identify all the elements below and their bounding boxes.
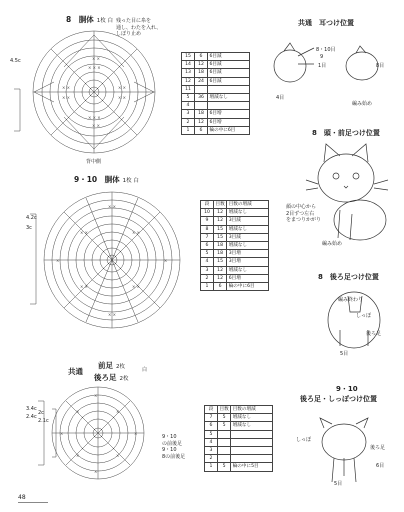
svg-text:× ×: × × [118, 95, 126, 100]
table-row [205, 438, 273, 446]
table-row [182, 118, 250, 126]
table-row [182, 110, 250, 118]
section3-label-d: 2.1c [38, 418, 49, 424]
table-cell-num: 12 [214, 209, 227, 217]
section2-title: 9・10 胴体 1枚 白 [74, 175, 139, 184]
table-row [205, 414, 273, 422]
svg-text:× × ×: × × × [88, 115, 101, 120]
table-row [201, 258, 269, 266]
table-cell-num: 12 [195, 61, 208, 69]
right-title-tail-b: 後ろ足・しっぽつけ位置 [300, 395, 377, 403]
table-cell-text: 輪の中に6目 [227, 282, 269, 290]
svg-text:× ×: × × [62, 85, 70, 90]
svg-text:×: × [94, 393, 98, 398]
table-cell-dan: 14 [182, 61, 195, 69]
table-cell-text: 6目増 [208, 110, 250, 118]
section3-title: 共通 [68, 367, 83, 376]
svg-text:×: × [164, 258, 168, 263]
table-cell-text: 増減なし [227, 225, 269, 233]
table-cell-text: 輪の中に6目 [208, 126, 250, 134]
table-row [201, 266, 269, 274]
table-cell-dan: 8 [201, 225, 214, 233]
ear-label-3: 1目 [318, 63, 327, 69]
table-cell-dan: 3 [205, 446, 218, 454]
table-cell-text: 増減なし [231, 414, 273, 422]
table-cell-text: 6目減 [208, 77, 250, 85]
tail-label-4: 5目 [334, 481, 343, 487]
svg-text:×: × [134, 431, 138, 436]
tail-label-2: 後ろ足 [370, 445, 386, 451]
table-cell-text: 6目増 [227, 274, 269, 282]
table-cell-text: 3目増 [227, 258, 269, 266]
table-cell-num: 24 [195, 77, 208, 85]
section3-side-note: 9・10 の前後足 9・10 8の前後足 [162, 434, 186, 460]
section2-row-table [200, 200, 269, 291]
kitten-diagram [300, 140, 400, 250]
table-row [182, 126, 250, 134]
svg-text:× × ×: × × × [88, 65, 101, 70]
table-row [205, 455, 273, 463]
svg-text:×: × [76, 409, 80, 414]
table-cell-dan: 12 [182, 77, 195, 85]
svg-text:×: × [116, 453, 120, 458]
table-cell-dan: 3 [182, 110, 195, 118]
table-row [182, 85, 250, 93]
svg-text:×: × [56, 258, 60, 263]
right-title-head: 8 頭・前足つけ位置 [312, 129, 380, 137]
table-cell-num: 12 [214, 274, 227, 282]
section3-line1: 前足 2枚 [98, 361, 125, 370]
table-cell-text: 輪の中に5目 [231, 463, 273, 471]
table-cell-num: 18 [214, 241, 227, 249]
svg-text:× ×: × × [118, 85, 126, 90]
section2-label-a: 4.2c [26, 215, 37, 221]
table-cell-text: 増減なし [227, 209, 269, 217]
table-cell-text [231, 438, 273, 446]
head-note: 顔の中心から 2目ずつ左右 をまつりかがり [286, 204, 322, 223]
svg-text:× ×: × × [108, 204, 116, 209]
table-cell-dan: 7 [205, 414, 218, 422]
table-cell-dan: 2 [182, 118, 195, 126]
table-row [205, 463, 273, 471]
table-cell-dan: 15 [182, 53, 195, 61]
backleg-label-1: 編み終わり [338, 297, 364, 303]
table-cell-num [218, 446, 231, 454]
table-cell-dan: 5 [205, 430, 218, 438]
footer-divider [18, 502, 48, 503]
table-cell-text [231, 455, 273, 463]
table-cell-text: 6目減 [208, 53, 250, 61]
table-row [182, 69, 250, 77]
table-cell-num: 15 [214, 233, 227, 241]
table-row [182, 77, 250, 85]
tail-label-1: しっぽ [296, 437, 312, 443]
table-cell-num: 5 [218, 422, 231, 430]
section3-stitch-chart [48, 383, 158, 493]
section3-label-c: 2c [38, 410, 44, 416]
table-cell-num: 6 [195, 126, 208, 134]
section1-row-table [181, 52, 250, 135]
table-row [201, 241, 269, 249]
table-cell-num [218, 430, 231, 438]
section2-stitch-chart [36, 184, 196, 344]
table-cell-dan: 5 [201, 250, 214, 258]
table-cell-num: 5 [218, 463, 231, 471]
table-cell-num: 6 [214, 282, 227, 290]
table-cell-dan: 7 [201, 233, 214, 241]
table-row [201, 282, 269, 290]
table-cell-text: 増減なし [208, 93, 250, 101]
right-title-tail-a: 9・10 [336, 385, 358, 393]
table-cell-text [208, 102, 250, 110]
svg-text:× ×: × × [132, 230, 140, 235]
section3-color: 白 [142, 367, 148, 373]
section3-label-b: 2.4c [26, 414, 37, 420]
section1-stitch-chart [14, 27, 174, 187]
table-row [201, 250, 269, 258]
ear-label-6: 編み始め [352, 101, 373, 107]
section1-bottom-label: 背中側 [86, 159, 102, 165]
svg-text:× ×: × × [92, 56, 100, 61]
page-number: 48 [18, 494, 26, 501]
table-cell-text [231, 430, 273, 438]
svg-text:× ×: × × [80, 284, 88, 289]
svg-text:×: × [76, 453, 80, 458]
table-cell-dan: 4 [182, 102, 195, 110]
table-cell-num [195, 102, 208, 110]
ear-label-5: 8目 [376, 63, 385, 69]
svg-text:× ×: × × [92, 123, 100, 128]
table-cell-text [231, 446, 273, 454]
table-cell-num: 18 [195, 110, 208, 118]
table-cell-dan: 9 [201, 217, 214, 225]
table-cell-dan: 4 [201, 258, 214, 266]
section3-line2: 後ろ足 2枚 [94, 373, 129, 382]
table-cell-text: 3目減 [227, 233, 269, 241]
svg-text:× ×: × × [108, 312, 116, 317]
head-label-start: 編み始め [322, 241, 343, 247]
section1-title: 8 胴体 1枚 白 [66, 15, 113, 24]
backleg-label-2: しっぽ [356, 313, 372, 319]
tail-label-3: 6目 [376, 463, 385, 469]
table-cell-dan: 1 [201, 282, 214, 290]
table-cell-num [218, 455, 231, 463]
table-row [205, 446, 273, 454]
table-cell-text: 増減なし [227, 266, 269, 274]
table-cell-num [195, 85, 208, 93]
table-cell-num: 18 [214, 250, 227, 258]
table-cell-text: 3目増 [227, 250, 269, 258]
table-cell-dan: 11 [182, 85, 195, 93]
table-cell-dan: 13 [182, 69, 195, 77]
table-cell-dan: 1 [205, 463, 218, 471]
table-cell-dan: 4 [205, 438, 218, 446]
table-cell-num: 12 [214, 217, 227, 225]
backleg-label-3: 後ろ足 [366, 331, 382, 337]
svg-text:× ×: × × [62, 95, 70, 100]
table-cell-dan: 2 [201, 274, 214, 282]
table-row [182, 53, 250, 61]
table-cell-text: 増減なし [227, 241, 269, 249]
svg-text:×: × [60, 431, 64, 436]
svg-text:×: × [116, 409, 120, 414]
table-cell-text: 6目増 [208, 118, 250, 126]
table-row [201, 233, 269, 241]
svg-text:× ×: × × [132, 284, 140, 289]
table-cell-text: 6目減 [208, 69, 250, 77]
table-cell-num: 12 [195, 118, 208, 126]
table-row [182, 61, 250, 69]
table-header-row: 段 目数 目数の増減 [201, 201, 269, 209]
table-row [205, 422, 273, 430]
table-cell-text: 3目減 [227, 217, 269, 225]
right-title-backleg: 8 後ろ足つけ位置 [318, 273, 379, 281]
section1-height-label: 4.5c [10, 58, 21, 64]
table-cell-num: 15 [214, 225, 227, 233]
table-cell-dan: 2 [205, 455, 218, 463]
ear-label-4: 4目 [276, 95, 285, 101]
table-cell-text [208, 85, 250, 93]
table-cell-text: 増減なし [231, 422, 273, 430]
table-cell-dan: 3 [201, 266, 214, 274]
table-header-row: 段 目数 目数の増減 [205, 406, 273, 414]
table-cell-dan: 6 [205, 422, 218, 430]
table-cell-num: 15 [214, 258, 227, 266]
table-row [201, 274, 269, 282]
right-title-ears: 共通 耳つけ位置 [298, 19, 354, 27]
table-cell-num: 36 [195, 93, 208, 101]
svg-text:×: × [94, 469, 98, 474]
table-cell-num: 6 [195, 53, 208, 61]
tail-diagram [310, 412, 390, 492]
table-row [201, 225, 269, 233]
table-cell-dan: 5 [182, 93, 195, 101]
table-row [201, 217, 269, 225]
section3-label-a: 3.4c [26, 406, 37, 412]
table-row [201, 209, 269, 217]
section2-label-b: 3c [26, 225, 32, 231]
table-row [182, 93, 250, 101]
svg-text:× ×: × × [80, 230, 88, 235]
ear-label-2: 9 [320, 54, 324, 60]
table-cell-dan: 1 [182, 126, 195, 134]
ear-label-1: 8・10目 [316, 47, 336, 53]
table-cell-num: 12 [214, 266, 227, 274]
table-row [205, 430, 273, 438]
backleg-label-4: 5目 [340, 351, 349, 357]
table-cell-dan: 6 [201, 241, 214, 249]
table-cell-num [218, 438, 231, 446]
table-cell-dan: 10 [201, 209, 214, 217]
table-cell-num: 18 [195, 69, 208, 77]
section1-note: 残った目に糸を 通し、わたを入れ、 しぼり止め [116, 18, 162, 37]
table-row [182, 102, 250, 110]
table-cell-num: 5 [218, 414, 231, 422]
section3-row-table [204, 405, 273, 472]
table-cell-text: 6目減 [208, 61, 250, 69]
